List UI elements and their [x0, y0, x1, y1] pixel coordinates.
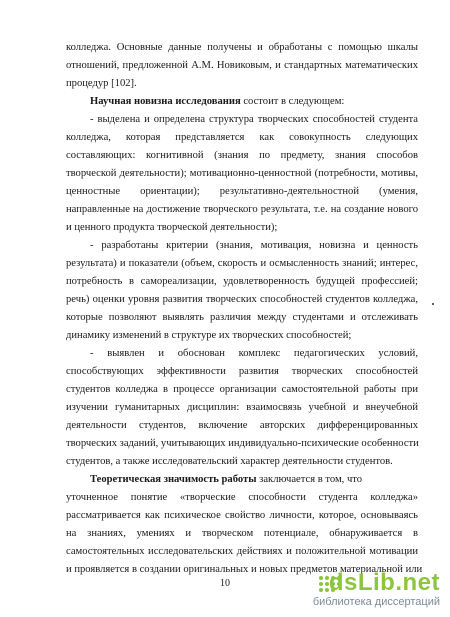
watermark [290, 569, 440, 609]
text-line: результата) и показатели (объем, скорость и осмысленность знаний; интерес, [66, 258, 418, 269]
text-line: потребность в самореализации, удовлетворенность будущей профессией; [66, 276, 418, 287]
text-line: творческих заданий, учитывающих индивидуально-психические особенности [66, 438, 419, 449]
text-line: творческой деятельности); мотивационно-ценностной (потребности, мотивы, [66, 168, 418, 179]
text-line: процедур [102]. [66, 78, 137, 89]
text-line: на знаниях, умениях и творческом потенциале, обнаруживается в [66, 528, 418, 539]
text-line: самостоятельных исследовательских действиях и положительной мотивации [66, 546, 418, 557]
watermark-subtitle: библиотека диссертаций [312, 596, 440, 608]
heading-bold-text: Научная новизна исследования [90, 96, 241, 107]
text-line: и ценного продукта творческой деятельности); [66, 222, 278, 233]
watermark-logo: dsLib.net [328, 569, 440, 596]
text-line: - выделена и определена структура творческих способностей студента [90, 114, 418, 125]
page-number: 10 [220, 578, 230, 589]
text-line: речь) оценки уровня развития творческих способностей студентов колледжа, [66, 294, 418, 305]
text-line: способствующих эффективности развития творческих способностей [66, 366, 418, 377]
scan-speck [432, 303, 434, 305]
text-line: динамику изменений в структуре их творческих способностей; [66, 330, 352, 341]
text-line: изучении гуманитарных дисциплин: взаимосвязь учебной и внеучебной [66, 402, 418, 413]
text-line: студентов, а также исследовательский характер деятельности студентов. [66, 456, 393, 467]
text-line: уточненное понятие «творческие способности студента колледжа» [66, 492, 418, 503]
heading-rest-text: заключается в том, что [256, 474, 363, 485]
text-line: ценностные ориентации); результативно-деятельностной (умения, [66, 186, 418, 197]
text-line: и проявляется в создании оригинальных и новых предметов материальной или [66, 564, 423, 575]
text-line: которые позволяют выявлять различия между студентами и отслеживать [66, 312, 418, 323]
text-line: - выявлен и обоснован комплекс педагогических условий, [90, 348, 418, 359]
text-line: направленные на достижение творческого результата, т.е. на создание нового [66, 204, 418, 215]
text-line: деятельности студентов, включение авторских дифференцированных [66, 420, 418, 431]
text-line: составляющих: когнитивной (знания по предмету, знания способов [66, 150, 418, 161]
text-line: рассматривается как психическое свойство личности, которое, основываясь [66, 510, 418, 521]
heading-bold-text: Теоретическая значимость работы [90, 474, 257, 485]
text-line: колледжа, которая представляется как совокупность следующих [66, 132, 418, 143]
section-heading-theoretical [90, 473, 418, 487]
text-line: - разработаны критерии (знания, мотивация, новизна и ценность [90, 240, 418, 251]
text-line: колледжа. Основные данные получены и обработаны с помощью шкалы [66, 42, 418, 53]
text-line: студентов колледжа в процессе организации самостоятельной работы при [66, 384, 418, 395]
section-heading-novelty [90, 95, 418, 109]
heading-rest-text: состоит в следующем: [240, 96, 345, 107]
text-line: отношений, предложенной А.М. Новиковым, и стандартных математических [66, 60, 418, 71]
